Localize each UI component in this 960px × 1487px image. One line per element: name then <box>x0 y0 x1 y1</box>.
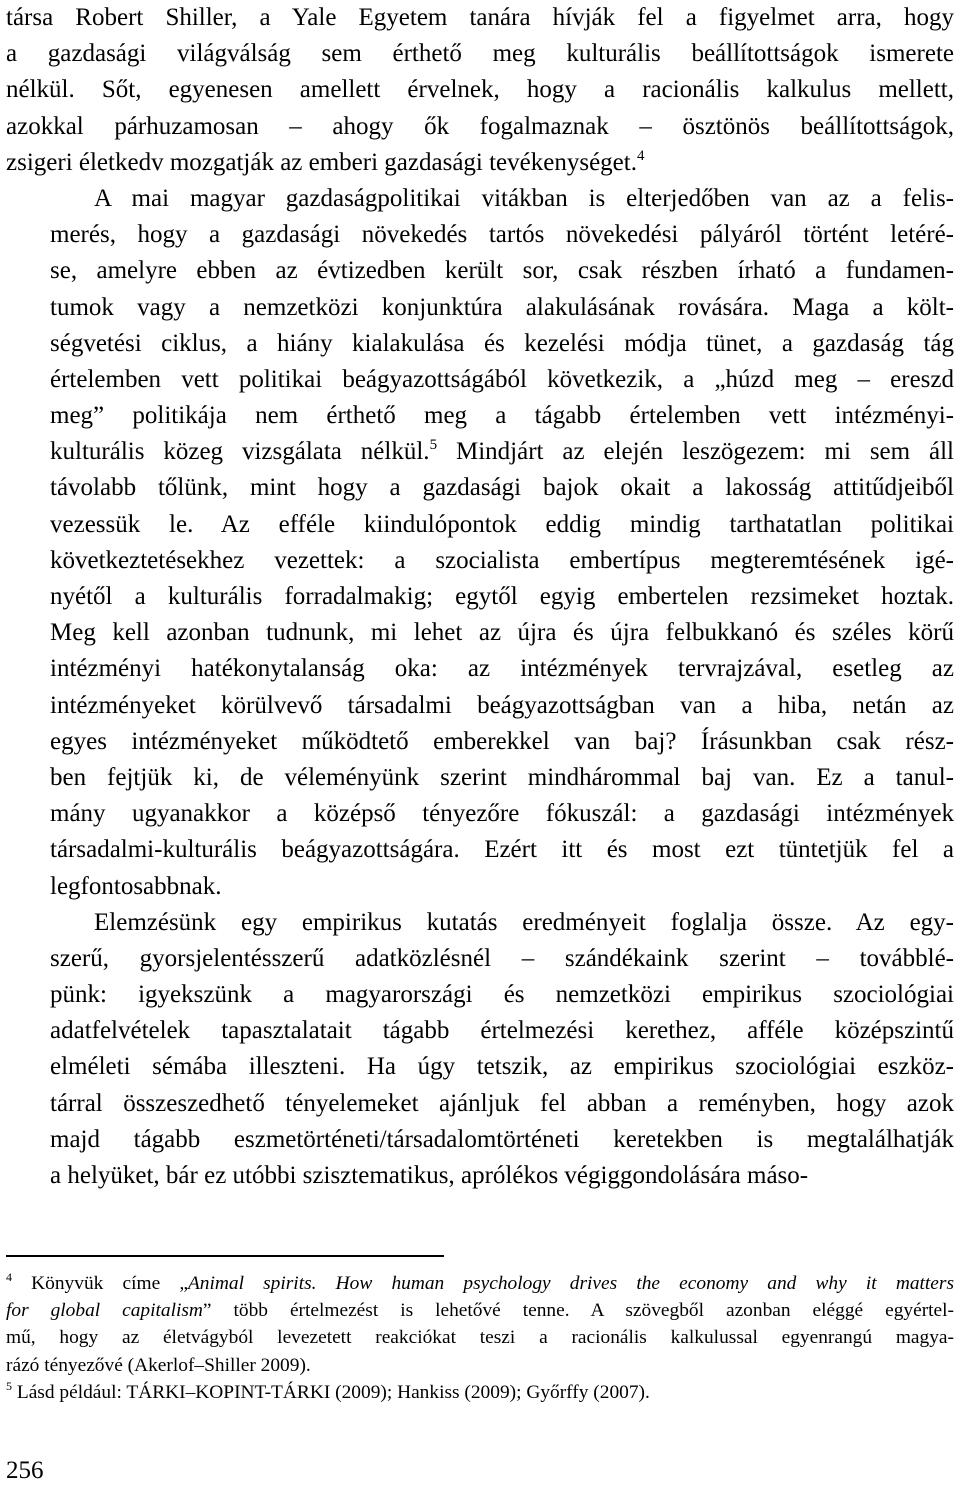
text-line: Elemzésünk egy empirikus kutatás eredményeit foglalja össze. Az egy- <box>94 908 954 936</box>
footnote-4 <box>6 1270 954 1379</box>
text-line: adatfelvételek tapasztalatait tágabb értelmezési kerethez, afféle középszintű <box>50 1017 954 1045</box>
text-line: egyes intézményeket működtető emberekkel van baj? Írásunkban csak rész- <box>50 727 954 755</box>
text-line: intézményeket körülvevő társadalmi beágyazottságban van a hiba, netán az <box>50 691 954 719</box>
text-line: távolabb tőlünk, mint hogy a gazdasági bajok okait a lakosság attitűdjeiből <box>50 474 954 502</box>
footnote-reference: 4 <box>636 147 645 164</box>
document-page <box>6 0 954 1194</box>
paragraph <box>6 181 954 905</box>
text-line: zsigeri életkedv mozgatják az emberi gazdasági tevékenységet.$^4$ <box>6 147 645 176</box>
text-line: a helyüket, bár ez utóbbi szisztematikus, aprólékos végiggondolására máso- <box>50 1162 809 1189</box>
footnote-line: $^5$ Lásd például: TÁRKI–KOPINT-TÁRKI (2009); Hankiss (2009); Győrffy (2007). <box>6 1378 650 1403</box>
text-line: azokkal párhuzamosan – ahogy ők fogalmaznak – ösztönös beállítottságok, <box>6 112 954 140</box>
footnote-5 <box>6 1379 954 1406</box>
footnote-line: $^4$ Könyvük címe „Animal spirits. How human psychology drives the economy and why it matters <box>6 1270 954 1294</box>
text-line: ben fejtjük ki, de véleményünk szerint mindhárommal baj van. Ez a tanul- <box>50 763 954 791</box>
footnote-line: for global capitalism” több értelmezést is lehetővé tenne. A szövegből azonban eléggé egyértel- <box>6 1300 955 1322</box>
text-line: értelemben vett politikai beágyazottságából következik, a „húzd meg – ereszd <box>50 365 954 393</box>
text-line: se, amelyre ebben az évtizedben került sor, csak részben írható a fundamen- <box>50 257 954 285</box>
footnote-separator <box>6 1255 444 1257</box>
text-line: társa Robert Shiller, a Yale Egyetem tanára hívják fel a figyelmet arra, hogy <box>6 4 954 31</box>
text-line: intézményi hatékonytalanság oka: az intézmények tervrajzával, esetleg az <box>50 655 954 683</box>
paragraph <box>6 905 954 1195</box>
text-line: következtetésekhez vezettek: a szocialista embertípus megteremtésének igé- <box>50 546 954 574</box>
text-line: majd tágabb eszmetörténeti/társadalomtörténeti keretekben is megtalálhatják <box>50 1125 954 1153</box>
text-line: ségvetési ciklus, a hiány kialakulása és kezelési módja tünet, a gazdaság tág <box>50 329 954 357</box>
text-line: nélkül. Sőt, egyenesen amellett érvelnek, hogy a racionális kalkulus mellett, <box>6 76 954 104</box>
page-number: 256 <box>6 1457 44 1484</box>
footnote-reference: 4 <box>6 1270 12 1284</box>
text-line: mány ugyanakkor a középső tényezőre fókuszál: a gazdasági intézmények <box>50 800 954 828</box>
text-line: meg” politikája nem érthető meg a tágabb értelemben vett intézményi- <box>50 402 954 430</box>
paragraph <box>6 0 954 181</box>
text-line: elméleti sémába illeszteni. Ha úgy tetszik, az empirikus szociológiai eszköz- <box>50 1053 954 1081</box>
main-body-text <box>6 0 954 1194</box>
text-line: pünk: igyekszünk a magyarországi és nemzetközi empirikus szociológiai <box>50 981 954 1009</box>
footnotes <box>6 1270 954 1406</box>
text-line: merés, hogy a gazdasági növekedés tartós növekedési pályáról történt letéré- <box>50 221 954 249</box>
text-line: nyétől a kulturális forradalmakig; egytől egyig embertelen rezsimeket hoztak. <box>50 583 954 610</box>
footnote-line: rázó tényezővé (Akerlof–Shiller 2009). <box>6 1354 311 1376</box>
footnote-reference: 5 <box>429 437 438 454</box>
text-line: vezessük le. Az efféle kiindulópontok eddig mindig tarthatatlan politikai <box>50 510 954 538</box>
text-line: tumok vagy a nemzetközi konjunktúra alakulásának rovására. Maga a költ- <box>50 293 954 321</box>
text-line: szerű, gyorsjelentésszerű adatközlésnél – szándékaink szerint – továbblé- <box>50 944 954 972</box>
text-line: a gazdasági világválság sem érthető meg kulturális beállítottságok ismerete <box>6 40 954 68</box>
text-line: A mai magyar gazdaságpolitikai vitákban is elterjedőben van az a felis- <box>94 184 954 212</box>
text-line: kulturális közeg vizsgálata nélkül.$^5$ Mindjárt az elején leszögezem: mi sem áll <box>50 437 954 466</box>
text-line: tárral összeszedhető tényelemeket ajánljuk fel abban a reményben, hogy azok <box>50 1089 954 1117</box>
footnote-reference: 5 <box>6 1378 12 1393</box>
text-line: társadalmi-kulturális beágyazottságára. Ezért itt és most ezt tüntetjük fel a <box>50 836 954 864</box>
text-line: Meg kell azonban tudnunk, mi lehet az újra és újra felbukkanó és széles körű <box>50 619 954 647</box>
footnote-line: mű, hogy az életvágyból levezetett reakciókat teszi a racionális kalkulussal egyenrangú magya- <box>6 1327 954 1349</box>
text-line: legfontosabbnak. <box>50 872 222 900</box>
